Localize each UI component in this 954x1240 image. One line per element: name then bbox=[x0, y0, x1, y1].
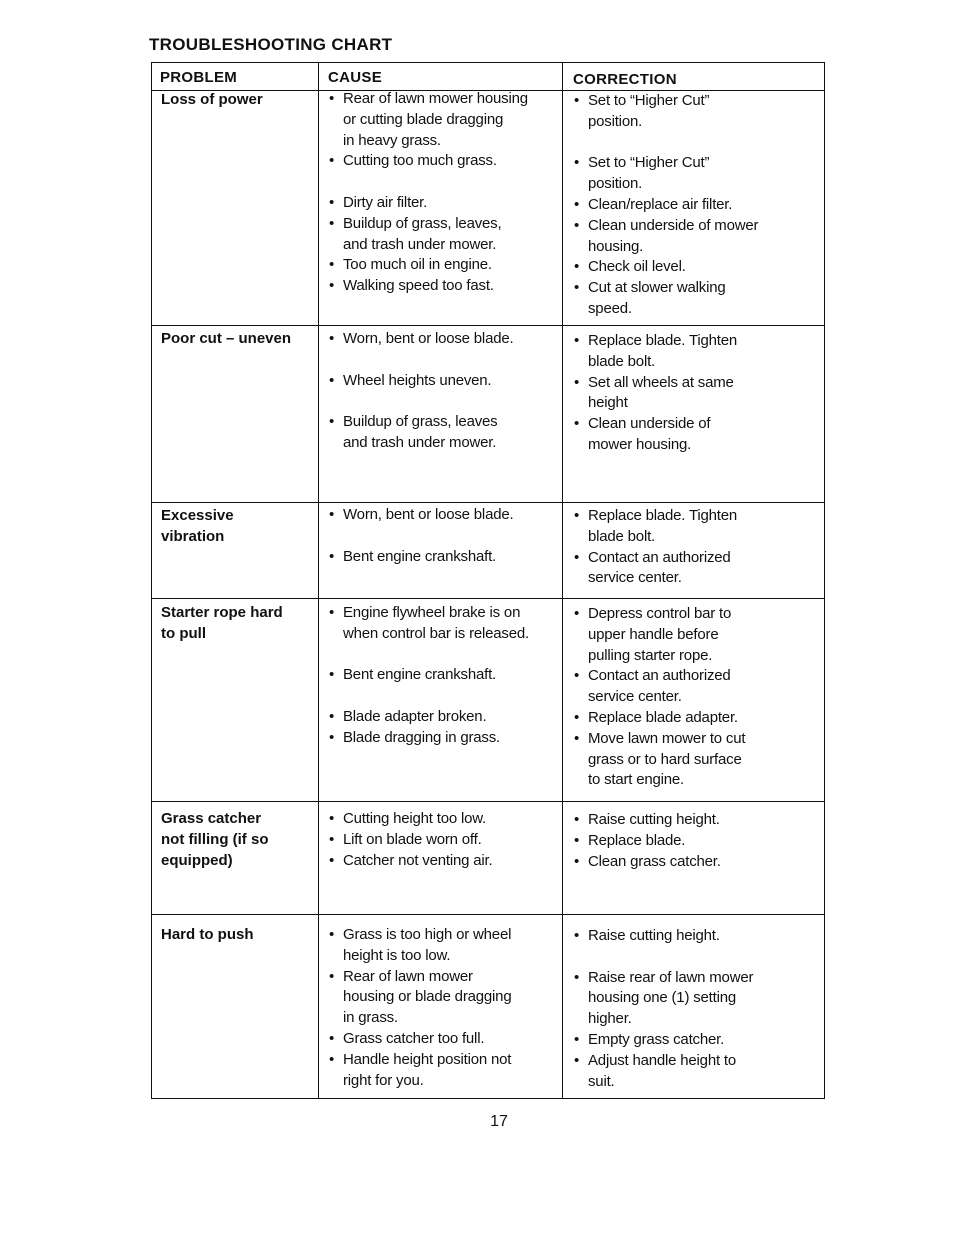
bullet-item: • Worn, bent or loose blade. bbox=[326, 505, 562, 526]
bullet-item: • Bent engine crankshaft. bbox=[326, 547, 562, 568]
page-number: 17 bbox=[490, 1113, 508, 1130]
bullet-item: • Worn, bent or loose blade. bbox=[326, 329, 562, 350]
corrections-list bbox=[571, 91, 817, 320]
spacer bbox=[571, 947, 817, 968]
bullet-item: • Replace blade. bbox=[571, 831, 817, 852]
bullet-item: • Engine flywheel brake is on when control bar is released. bbox=[326, 603, 562, 645]
spacer bbox=[571, 133, 817, 154]
bullet-item: • Adjust handle height to suit. bbox=[571, 1051, 817, 1093]
bullet-item: • Contact an authorized service center. bbox=[571, 666, 817, 708]
causes-list bbox=[326, 329, 562, 454]
bullet-item: • Move lawn mower to cut grass or to hard surface to start engine. bbox=[571, 729, 817, 791]
row-divider bbox=[152, 502, 824, 503]
problem-label: Starter rope hard to pull bbox=[161, 604, 283, 642]
problem-label: Hard to push bbox=[161, 926, 254, 943]
causes-list bbox=[326, 89, 562, 297]
bullet-item: • Clean/replace air filter. bbox=[571, 195, 817, 216]
spacer bbox=[326, 526, 562, 547]
row-divider bbox=[152, 325, 824, 326]
bullet-item: • Catcher not venting air. bbox=[326, 851, 562, 872]
bullet-item: • Dirty air filter. bbox=[326, 193, 562, 214]
problem-label: Loss of power bbox=[161, 91, 263, 108]
bullet-item: • Clean grass catcher. bbox=[571, 852, 817, 873]
column-divider-1 bbox=[318, 63, 319, 1098]
row-divider bbox=[152, 801, 824, 802]
bullet-item: • Cutting too much grass. bbox=[326, 151, 562, 172]
bullet-item: • Lift on blade worn off. bbox=[326, 830, 562, 851]
bullet-item: • Grass catcher too full. bbox=[326, 1029, 562, 1050]
corrections-list bbox=[571, 604, 817, 791]
bullet-item: • Raise cutting height. bbox=[571, 810, 817, 831]
problem-label: Poor cut – uneven bbox=[161, 330, 292, 347]
header-problem: PROBLEM bbox=[160, 69, 238, 86]
bullet-item: • Grass is too high or wheel height is too low. bbox=[326, 925, 562, 967]
bullet-item: • Handle height position not right for you. bbox=[326, 1050, 562, 1092]
causes-list bbox=[326, 505, 562, 567]
bullet-item: • Buildup of grass, leaves and trash under mower. bbox=[326, 412, 562, 454]
row-divider bbox=[152, 598, 824, 599]
bullet-item: • Replace blade. Tighten blade bolt. bbox=[571, 506, 817, 548]
spacer bbox=[326, 645, 562, 666]
bullet-item: • Rear of lawn mower housing or cutting blade dragging in heavy grass. bbox=[326, 89, 562, 151]
corrections-list bbox=[571, 506, 817, 589]
troubleshooting-table bbox=[151, 62, 825, 1099]
bullet-item: • Set all wheels at same height bbox=[571, 373, 817, 415]
spacer bbox=[326, 391, 562, 412]
bullet-item: • Replace blade adapter. bbox=[571, 708, 817, 729]
spacer bbox=[326, 172, 562, 193]
corrections-list bbox=[571, 926, 817, 1092]
bullet-item: • Raise cutting height. bbox=[571, 926, 817, 947]
spacer bbox=[326, 686, 562, 707]
bullet-item: • Blade adapter broken. bbox=[326, 707, 562, 728]
bullet-item: • Cutting height too low. bbox=[326, 809, 562, 830]
bullet-item: • Empty grass catcher. bbox=[571, 1030, 817, 1051]
corrections-list bbox=[571, 331, 817, 456]
bullet-item: • Clean underside of mower housing. bbox=[571, 216, 817, 258]
bullet-item: • Bent engine crankshaft. bbox=[326, 665, 562, 686]
bullet-item: • Contact an authorized service center. bbox=[571, 548, 817, 590]
bullet-item: • Check oil level. bbox=[571, 257, 817, 278]
problem-label: Grass catcher not filling (if so equipped) bbox=[161, 810, 269, 869]
row-divider bbox=[152, 914, 824, 915]
causes-list bbox=[326, 809, 562, 871]
bullet-item: • Depress control bar to upper handle before pulling starter rope. bbox=[571, 604, 817, 666]
bullet-item: • Raise rear of lawn mower housing one (1) setting higher. bbox=[571, 968, 817, 1030]
bullet-item: • Blade dragging in grass. bbox=[326, 728, 562, 749]
bullet-item: • Walking speed too fast. bbox=[326, 276, 562, 297]
header-correction: CORRECTION bbox=[573, 71, 677, 88]
problem-label: Excessive vibration bbox=[161, 507, 234, 545]
bullet-item: • Wheel heights uneven. bbox=[326, 371, 562, 392]
header-cause: CAUSE bbox=[328, 69, 383, 86]
bullet-item: • Cut at slower walking speed. bbox=[571, 278, 817, 320]
spacer bbox=[326, 350, 562, 371]
bullet-item: • Rear of lawn mower housing or blade dragging in grass. bbox=[326, 967, 562, 1029]
column-divider-2 bbox=[562, 63, 563, 1098]
bullet-item: • Clean underside of mower housing. bbox=[571, 414, 817, 456]
causes-list bbox=[326, 603, 562, 749]
corrections-list bbox=[571, 810, 817, 872]
bullet-item: • Buildup of grass, leaves, and trash under mower. bbox=[326, 214, 562, 256]
bullet-item: • Too much oil in engine. bbox=[326, 255, 562, 276]
bullet-item: • Set to “Higher Cut” position. bbox=[571, 91, 817, 133]
chart-title: TROUBLESHOOTING CHART bbox=[149, 35, 393, 54]
causes-list bbox=[326, 925, 562, 1091]
bullet-item: • Replace blade. Tighten blade bolt. bbox=[571, 331, 817, 373]
bullet-item: • Set to “Higher Cut” position. bbox=[571, 153, 817, 195]
